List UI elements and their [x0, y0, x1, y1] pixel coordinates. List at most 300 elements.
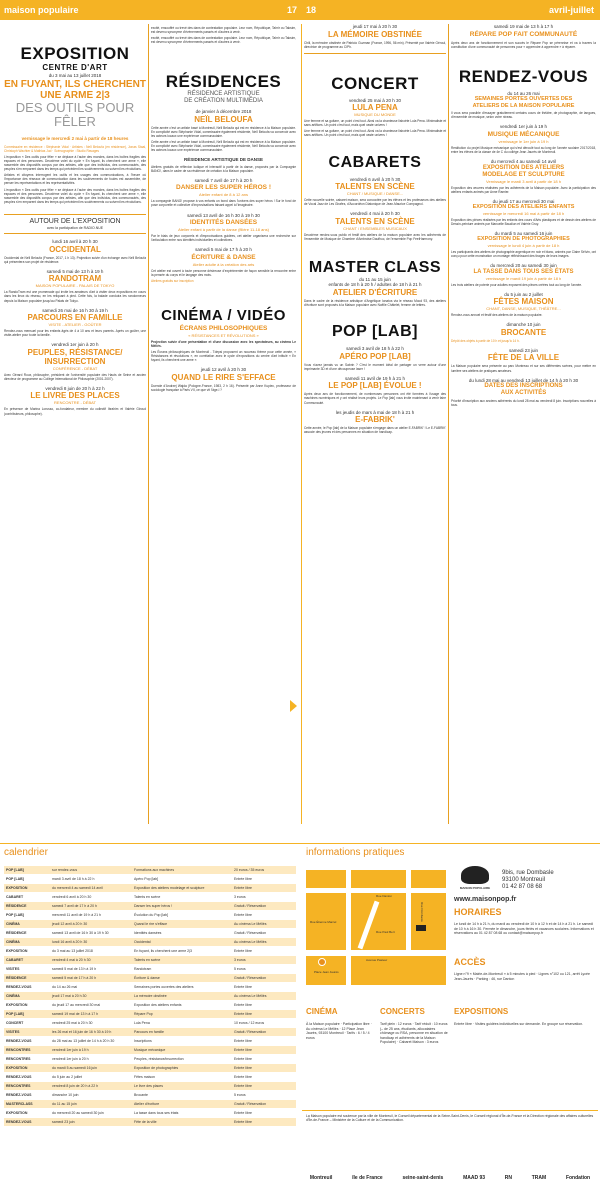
event-occidental: [4, 239, 146, 264]
event-date: lundi 16 avril à 20 h 30: [52, 239, 98, 245]
calendar-cell-ti: Talents en scène: [134, 958, 161, 962]
calendar-row: [4, 1100, 296, 1109]
calendar-row: [4, 947, 296, 956]
event-subtitle: vernissage le mardi 19 juin à partir de 18 h: [485, 275, 562, 281]
event-talents-2: [304, 211, 446, 241]
event-subtitle: RENCONTRE - DÉBAT: [54, 400, 96, 406]
concert-title: CONCERT: [331, 73, 419, 93]
residences-subtitle-2: DE CRÉATION MULTIMÉDIA: [184, 98, 263, 105]
calendar-cell-dt: lundi 16 avril à 20 h 30: [52, 940, 88, 944]
calendar-cell-dt: du 28 mai au 13 juillet de 14 h à 20 h 30: [52, 1039, 115, 1043]
calendar-cell-ti: Atelier d'écriture: [134, 1102, 160, 1106]
event-subtitle: CHANT / ENSEMBLES MUSICAUX: [343, 225, 407, 231]
calendar-cell-pr: Au cinéma Le Méliès: [234, 940, 267, 944]
event-tasse: [451, 263, 596, 287]
calendar-cell-ti: Fête de la ville: [134, 1120, 157, 1124]
calendar-cell-dt: les 26 mai et 16 juin de 16 h 30 à 19 h: [52, 1030, 112, 1034]
calendar-cell-cat: CABARET: [6, 958, 24, 962]
cinema-info-text: À la Maison populaire · Participation libre · Au cinéma Le Méliès · 12 Place Jean Jaurès, 93100 Montreuil · Tarifs : 6 / 5 / 4 euros: [306, 1022, 372, 1040]
event-title: APÉRO POP [LAB]: [339, 351, 411, 361]
event-title: AUX ACTIVITÉS: [500, 390, 547, 397]
calendar-row: [4, 1055, 296, 1064]
event-text: Les trois ateliers de poterie pour adultes exposent des pièces créées tout au long de l'année.: [451, 282, 583, 287]
calendar-cell-pr: 20 euros / 35 euros: [234, 868, 265, 872]
calendar-cell-cat: RENDEZ-VOUS: [6, 1120, 32, 1124]
event-title: ÉCRITURE & DANSE: [191, 253, 256, 261]
master-class-title: MASTER CLASS: [308, 258, 442, 276]
master-class-name: ATELIER D'ÉCRITURE: [332, 287, 418, 297]
calendar-cell-pr: Gratuit / Réservation: [234, 904, 267, 908]
event-text: Exposition des œuvres réalisées par les adhérents de la Maison populaire. Avec la participation des ateliers enfants animés par Anne Ramier.: [451, 185, 596, 194]
location-marker-icon: [416, 925, 426, 931]
calendar-cell-cat: MASTERCLASS: [6, 1102, 33, 1106]
calendar-row: [4, 983, 296, 992]
calendar-cell-cat: RENCONTRES: [6, 1057, 31, 1061]
event-text: Occidental de Neïl Beloufa (France, 2017, 1 h 13). Projection suivie d'un échange avec Neïl Beloufa qui présentera son projet de résidence.: [4, 255, 146, 264]
calendar-cell-dt: du mercredi 20 au samedi 30 juin: [52, 1111, 104, 1115]
dance-text: Ateliers gratuits de réflexion ludique et interactif à partir de la danse, proposés par la Compagnie BANG!, dans le cadre de sa résidence de création à la Maison populaire.: [151, 164, 296, 173]
map-label: Rue Dombasle: [419, 902, 424, 922]
calendar-row: [4, 1046, 296, 1055]
event-subtitle: Atelier enfant à partir de la danse (filière 11-18 ans): [178, 227, 269, 233]
calendar-row: [4, 1073, 296, 1082]
partners-rule: [302, 1110, 598, 1111]
calendar-cell-dt: samedi 5 mai de 17 h à 20 h: [52, 976, 97, 980]
calendar-cell-dt: samedi 23 juin: [52, 1120, 75, 1124]
calendar-cell-dt: vendredi 6 avril à 20 h 30: [52, 895, 92, 899]
event-title: LA TASSE DANS TOUS SES ÉTATS: [473, 268, 574, 275]
header-left: maison populaire: [4, 5, 79, 15]
calendar-cell-ti: Évolution du Pop [lab]: [134, 913, 169, 917]
event-date: les jeudis de mars à mai de 18 h à 21 h: [335, 409, 415, 415]
calendar-cell-cat: POP [LAB]: [6, 1012, 24, 1016]
calendar-cell-dt: du mardi 5 au samedi 16 juin: [52, 1066, 97, 1070]
calendar-cell-pr: Entrée libre: [234, 877, 252, 881]
calendar-row: [4, 920, 296, 929]
calendar-cell-dt: du 11 au 15 juin: [52, 1102, 77, 1106]
calendar-cell-pr: Entrée libre: [234, 1048, 252, 1052]
calendar-cell-dt: sur rendez-vous: [52, 868, 78, 872]
calendar-row: [4, 1082, 296, 1091]
calendar-row: [4, 1109, 296, 1118]
event-title: EXPOSITION DE PHOTOGRAPHIES: [477, 236, 570, 243]
calendar-cell-pr: 5 euros: [234, 967, 246, 971]
calendar-cell-dt: dimanche 10 juin: [52, 1093, 79, 1097]
calendar-cell-ti: Le livre des places: [134, 1084, 163, 1088]
residence-text-2: Cette année c'est un artiste basé à Montreuil, Neïl Beloufa qui est en résidence à la Maison populaire. En complicité avec Stéphanie Vidal, commissaire également résidente, Neïl Beloufa va concevoir avec les acteurs locaux une expérience communautaire.: [151, 140, 296, 153]
event-date: vendredi 25 mai à 20 h 30: [348, 97, 402, 103]
expo-title: EXPOSITION: [20, 44, 130, 63]
event-repare-pop: [451, 24, 596, 49]
residence-text: Cette année c'est un artiste basé à Montreuil, Neïl Beloufa qui est en résidence à la Maison populaire. En complicité avec Stéphanie Vidal, commissaire également résidente, Neïl Beloufa va concevoir avec les acteurs locaux une expérience communautaire.: [151, 125, 296, 139]
calendar-row: [4, 1064, 296, 1073]
map-label: Avenue Pasteur: [366, 958, 388, 962]
calendar-cell-cat: RENDEZ-VOUS: [6, 1093, 32, 1097]
event-text: La Maison populaire sera présente au parc Montreau et sur ses différentes scènes, pour mettre en lumière ses ateliers de pratiques amateurs.: [451, 364, 596, 373]
event-text: Par le biais de jeux corporels et d'improvisations guidées, cet atelier organisera une recherche sur l'articulation entre nos identités individuelles et collectives.: [151, 234, 296, 243]
calendar-cell-pr: Au cinéma Le Méliès: [234, 994, 267, 998]
calendar-cell-ti: Inscriptions: [134, 1039, 152, 1043]
event-date: samedi 26 mai de 16 h 30 à 19 h: [42, 307, 108, 313]
expo-paragraph-1: L'exposition « Des outils pour fêler » se déplace à l'aube des mondes, dans les boîtes fragiles des espaces et des personnes. Deuxième volet du cycle « En fuyant, ils cherchent une arme », elle rassemble des dispositifs conçus par des artistes, afin que des individus, des communautés, des peuples s'en emparent dans les temps qui précèdent les soulèvements ou suivent les révolutions.: [4, 154, 146, 172]
event-date: du jeudi 17 au mercredi 30 mai: [492, 198, 555, 204]
event-efabrik: [304, 410, 446, 435]
page-number-left: 17: [287, 5, 298, 15]
residences-title: RÉSIDENCES: [165, 72, 282, 92]
calendar-cell-pr: Entrée libre: [234, 949, 252, 953]
cinema-subtitle-1: ÉCRANS PHILOSOPHIQUES: [179, 324, 268, 332]
cinema-subtitle-2: « RÉSISTANCES ET RÉVOLUTIONS »: [188, 332, 259, 338]
event-apero-pop: [304, 346, 446, 371]
calendar-cell-cat: POP [LAB]: [6, 868, 24, 872]
header-right: avril-juillet: [548, 5, 594, 15]
calendar-row: [4, 1091, 296, 1100]
event-text: Une femme et sa guitare, un point c'est tout. Ainsi va la chanteuse lisboète Lula Pena. Minimaliste et sans artifices. Un point c'est tout, mais quel vaste univers !: [304, 119, 446, 128]
residence-date: de janvier à décembre 2018: [195, 109, 252, 115]
event-title: FÊTE DE LA VILLE: [487, 353, 560, 363]
calendar-cell-cat: CINÉMA: [6, 940, 20, 944]
event-title: INSURRECTION: [44, 356, 106, 366]
calendar-cell-cat: RÉSIDENCE: [6, 931, 27, 935]
calendar-cell-cat: EXPOSITION: [6, 1111, 28, 1115]
calendar-cell-dt: du 14 au 26 mai: [52, 985, 78, 989]
event-title: DATES DES INSCRIPTIONS: [484, 383, 563, 390]
expo-credits: Commissaire en résidence : Stéphanie Vidal · Artistes : Neïl Beloufa (en résidence), Jonas Staal, Christoph Wachter & Mathias Jud · Scénographie : Studio Ravages: [4, 144, 146, 153]
master-class-text: Dans le cadre de la résidence artistique d'Angélique Ionatos via le réseau Mood 93, des ateliers d'écriture sont proposés à la Maison populaire avec Noëlle Châtelet, femme de lettres.: [304, 298, 446, 308]
map-label: Rue Danton: [376, 894, 393, 898]
calendar-cell-cat: CONCERT: [6, 1021, 24, 1025]
calendar-row: [4, 1010, 296, 1019]
calendar-cell-ti: Quand le rire s'efface: [134, 922, 168, 926]
event-text: La RandoTram est une promenade qui invite les amateurs d'art à visiter deux expositions en cours dans les lieux du réseau, en les reliquant à pied. Cette fois, la balade conduira les randonneurs depuis la Maison populaire jusqu'au Palais de Tokyo.: [4, 290, 146, 303]
calendar-row: [4, 956, 296, 965]
event-text: Dépôt des objets à partir de 10 h et jusqu'à 14 h.: [451, 338, 520, 343]
calendar-cell-dt: mercredi 11 avril de 19 h à 21 h: [52, 913, 101, 917]
event-title: MUSIQUE MÉCANIQUE: [487, 130, 560, 138]
calendar-cell-pr: Entrée libre: [234, 1075, 252, 1079]
calendar-cell-cat: RENDEZ-VOUS: [6, 1039, 32, 1043]
event-subtitle: vernissage le 1er juin à 19 h: [498, 138, 549, 144]
event-parcours: [4, 308, 146, 338]
logo-rn: RN: [504, 1174, 512, 1181]
cabarets-title: CABARETS: [328, 153, 422, 171]
residence-artist: NEÏL BELOUFA: [194, 114, 253, 124]
event-date: jeudi 17 mai à 20 h 30: [352, 24, 398, 29]
calendar-cell-ti: Musique mécanique: [134, 1048, 166, 1052]
metro-icon: [318, 958, 326, 966]
calendar-cell-dt: du 5 juin au 2 juillet: [52, 1075, 82, 1079]
calendar-cell-ti: Exposition des ateliers modelage et sculpture: [134, 886, 205, 890]
pop-lab-title: POP [LAB]: [332, 323, 418, 341]
event-photographies: [451, 231, 596, 258]
calendar-row: [4, 992, 296, 1001]
calendar-cell-pr: 5 euros: [234, 1093, 246, 1097]
event-text: La compagnie BANG! propose à vos enfants un bond dans l'univers des super héros ! Sur le fond de pose corporelle et collective d'improvisations faisant appel à l'imaginaire.: [151, 199, 296, 208]
event-date: samedi 3 avril de 18 h à 22 h: [346, 346, 404, 352]
event-subtitle: vernissage le mercredi 16 mai à partir de 18 h: [482, 210, 565, 216]
event-livre: [4, 386, 146, 416]
calendar-cell-cat: POP [LAB]: [6, 877, 24, 881]
calendar-cell-dt: du jeudi 17 au mercredi 30 mai: [52, 1003, 101, 1007]
event-title: SEMAINES PORTES OUVERTES DES: [474, 96, 573, 103]
event-memoire: [304, 24, 446, 49]
event-date: samedi 13 avril de 16 h 30 à 19 h 30: [187, 212, 260, 218]
calendar-cell-pr: Entrée libre: [234, 1120, 252, 1124]
calendar-row: [4, 1118, 296, 1127]
event-text: Il vous sera possible d'essayer gratuitement certains cours de théâtre, de photographie, de langues, d'ensemble de musique, selon votre niveau.: [451, 111, 596, 120]
expo-paragraph-1b: L'exposition « Des outils pour fêler » se déplace à l'aube des mondes, dans les boîtes fragiles des espaces et des personnes. Deuxième volet du cycle « En fuyant, ils cherchent une arme », elle rassemble des dispositifs conçus par des artistes, afin que des individus, des communautés, des peuples s'en emparent dans les temps qui précèdent les soulèvements ou suivent les révolutions.: [4, 187, 146, 204]
autour-title: AUTOUR DE L'EXPOSITION: [29, 217, 121, 225]
calendar-cell-ti: Talents en scène: [134, 895, 161, 899]
event-date: jeudi 12 avril à 20 h 30: [200, 367, 247, 373]
column-divider: [301, 24, 302, 824]
calendar-cell-ti: Brocante: [134, 1093, 149, 1097]
master-class-date: du 11 au 15 juin: [359, 276, 391, 282]
event-ecriture-danse: [151, 247, 296, 283]
expo-paragraph-2: Artistes et citoyens interrogent les outils et les usages des communications, à l'heure où l'importance des réseaux de communication dans les soulèvements de foules est assemblée, de penser les représentations et les représentativités.: [4, 173, 146, 186]
event-brocante: [451, 322, 596, 343]
event-fetes-maison: [451, 292, 596, 318]
event-date: vendredi 1er juin à 20 h: [51, 342, 99, 348]
event-modelage: [451, 159, 596, 194]
calendar-cell-ti: Semaines portes ouvertes des ateliers: [134, 985, 194, 989]
calendar-cell-cat: VISITES: [6, 1030, 20, 1034]
calendar-cell-dt: vendredi 4 mai à 20 h 30: [52, 958, 91, 962]
page-header: [0, 0, 600, 20]
event-super-heros: [151, 178, 296, 208]
location-map: [306, 870, 446, 985]
calendar-cell-cat: RENDEZ-VOUS: [6, 1075, 32, 1079]
event-text: Exposition des pièces réalisées par les enfants des cours d'Arts plastiques et de dessin des ateliers de Dessin-peinture animés par Manuelle Baudiun et Valérie Gruy.: [451, 217, 596, 226]
master-class-date-2: enfants de 18 h à 20 h / adultes de 18 h à 21 h: [328, 282, 422, 288]
event-date: vendredi 4 mai à 20 h 30: [350, 211, 400, 217]
column-1: [4, 24, 146, 844]
event-date: vendredi 1er juin à 19 h: [499, 124, 548, 130]
event-text: Cet atelier est ouvert à toute personne désireuse d'expérimenter de façon sensible la rencontre entre la pensée du corps et le langage des mots.: [151, 268, 296, 277]
event-title: RÉPARE POP FAIT COMMUNAUTÉ: [469, 30, 578, 38]
calendar-cell-pr: Au cinéma Le Méliès: [234, 922, 267, 926]
vernissage-text: vernissage le mercredi 2 mai à partir de 18 heures: [21, 135, 129, 141]
expo-name-1: EN FUYANT, ILS CHERCHENT: [4, 78, 146, 90]
logo-maad: MAAD 93: [463, 1174, 486, 1181]
calendar-row: [4, 884, 296, 893]
calendar-cell-ti: Exposition des ateliers enfants: [134, 1003, 182, 1007]
calendar-cell-cat: CINÉMA: [6, 922, 20, 926]
event-title: LE POP [LAB] ÉVOLUE !: [328, 381, 422, 391]
event-title: OCCIDENTAL: [49, 244, 101, 254]
event-text: Les participants des ateliers de photographie argentique en noir et blanc, animés par Claire Séïvin, ont conçu pour cette monstration un montage réfléchissant des tirages de leurs images.: [451, 249, 596, 259]
calendar-row: [4, 974, 296, 983]
calendar-cell-dt: samedi 5 mai de 13 h à 19 h: [52, 967, 97, 971]
event-date: samedi 23 juin: [508, 347, 539, 353]
calendar-cell-cat: CINÉMA: [6, 994, 20, 998]
logo-tram: TRAM: [531, 1174, 547, 1181]
partner-logos: [300, 1155, 600, 1200]
calendar-row: [4, 911, 296, 920]
calendar-cell-pr: 3 euros: [234, 958, 246, 962]
calendar-row: [4, 938, 296, 947]
event-title: LE LIVRE DES PLACES: [30, 391, 120, 401]
calendar-row: [4, 965, 296, 974]
event-note: Ateliers gratuits sur inscription: [151, 278, 194, 283]
calendar-cell-dt: samedi 13 avril de 16 h 30 à 19 h 30: [52, 931, 109, 935]
calendar-cell-pr: Entrée libre: [234, 1039, 252, 1043]
horaires-text: Le lundi de 14 h à 21 h, du mardi au vendredi de 10 h à 12 h et de 14 h à 21 h. Le samedi de 10 h à 16 h 30. Fermée le dimanche, jours fériés et vacances scolaires. Informations et réservations au 01 42 87 08 68 ou contact@maisonpop.fr: [454, 922, 594, 935]
column-divider: [448, 24, 449, 824]
calendar-cell-dt: vendredi 1er juin à 19 h: [52, 1048, 89, 1052]
calendar-cell-ti: Lula Pena: [134, 1021, 150, 1025]
calendar-row: [4, 875, 296, 884]
event-identites: [151, 213, 296, 243]
event-title: ATELIERS DE LA MAISON POPULAIRE: [472, 102, 575, 109]
event-text: Après deux ans de fonctionnement et son succès le Répare Pop se pérennise et va à travers la constitution d'une communauté de personnes pour « apprendre à apprendre » à réparer.: [451, 40, 596, 49]
event-date: du mercredi 4 au samedi 14 avril: [490, 159, 557, 165]
event-talents-1: [304, 177, 446, 207]
logo-text: MAISON POPULAIRE: [459, 886, 491, 890]
event-title: BROCANTE: [500, 327, 547, 337]
logo-montreuil: Montreuil: [309, 1174, 333, 1181]
event-inscriptions: [451, 378, 596, 408]
intro-text: excité, ensouffré ou trevé des dans de contestation populaire. Leur nom, République, Tahrir ou Taksim, est devenu synonyme d'événements passés et d'autres à venir.: [151, 26, 296, 35]
calendar-cell-dt: du 3 mai au 13 juillet 2018: [52, 949, 93, 953]
event-date: du mardi 5 au samedi 16 juin: [494, 230, 553, 236]
concerts-info-text: Tarif plein : 12 euros · Tarif réduit : 10 euros (– de 25 ans, étudiants, allocataires chômage ou RSA, personne en situation de handicap et adhérents de la Maison Populaire) · Cabaret Maison : 3 euros: [380, 1022, 448, 1044]
event-subtitle: CHANT / MUSIQUE / DANSE...: [346, 191, 404, 197]
event-date: samedi 7 avril de 17 h à 20 h: [194, 177, 253, 183]
calendar-cell-pr: Entrée libre: [234, 1012, 252, 1016]
event-text: Cette année, le Pop [lab] de la Maison populaire s'engage dans un atelier E-FABRIK' ! Le E-FABRIK' associe des jeunes et des personnes en situation de handicap.: [304, 426, 446, 435]
calendar-cell-dt: jeudi 17 mai à 20 h 30: [52, 994, 87, 998]
event-date: samedi 5 mai de 17 h à 20 h: [195, 247, 252, 253]
maison-logo: [454, 866, 496, 891]
event-text: Duende d'Andrzej Wajda (Pologne-France, 1983, 2 h 16). Présenté par Anne Kupiec, professeur de sociologie française à Paris VII, ce que vit l'âge-l ?: [151, 383, 296, 393]
event-subtitle: VISITE - ATELIER - GOÛTER: [48, 322, 102, 328]
event-subtitle: Atelier enfant de 8 à 12 ans: [199, 192, 248, 198]
event-date: samedi 11 avril de 19 h à 21 h: [345, 375, 405, 381]
event-title: PEUPLES, RÉSISTANCE/: [27, 347, 123, 357]
map-label: Place Jean Jaurès: [314, 970, 339, 974]
address: 9bis, rue Dombasle 93100 Montreuil 01 42 87 08 68: [502, 870, 554, 890]
cinema-title: CINÉMA / VIDÉO: [161, 306, 286, 324]
calendar-cell-pr: Gratuit / Réservation: [234, 1102, 267, 1106]
website-link[interactable]: www.maisonpop.fr: [454, 896, 517, 903]
event-date: du mercredi 20 au samedi 30 juin: [490, 263, 557, 269]
event-date: du lundi 28 mai au vendredi 13 juillet de 14 h à 20 h 30: [468, 377, 579, 383]
event-text: Cette nouvelle soirée, cabaret maison, sera concoctée par les élèves et les professeurs des ateliers de Vocal Jazz de Les Girafes, d'Accordéon Diatonique de Jean-Maurice Compagnol.: [304, 198, 446, 207]
calendar-cell-ti: Danser les super héros !: [134, 904, 173, 908]
calendar-cell-cat: EXPOSITION: [6, 1066, 28, 1070]
cinema-text: Les Écrans philosophiques de Montreuil - Tdepsi proposent un nouveau thème pour cette année, « Résistances et révolutions », en corrélation avec le cycle d'expositions du centre d'art intitulé « En fuyant, ils cherchent une arme ».: [151, 350, 296, 363]
calendar-cell-cat: POP [LAB]: [6, 913, 24, 917]
event-musique-mecanique: [451, 124, 596, 154]
calendar-row: [4, 893, 296, 902]
event-portes-ouvertes: [451, 91, 596, 120]
calendar-cell-pr: Entrée libre: [234, 913, 252, 917]
column-4: [451, 24, 596, 844]
calendar-row: [4, 1028, 296, 1037]
calendar-cell-cat: RENCONTRES: [6, 1048, 31, 1052]
calendar-cell-cat: EXPOSITION: [6, 1003, 28, 1007]
event-title: E-FABRIK': [355, 415, 395, 425]
event-lula-pena: [304, 98, 446, 138]
calendar-cell-cat: EXPOSITION: [6, 886, 28, 890]
autour-subtitle: avec la participation de RADIO.NUE: [46, 225, 104, 230]
page-number-right: 18: [306, 5, 317, 15]
calendar-cell-cat: RENDEZ-VOUS: [6, 985, 32, 989]
expo-name-2: UNE ARME 2|3: [40, 89, 110, 101]
calendar-cell-pr: Entrée libre: [234, 1057, 252, 1061]
event-subtitle: CHANT, DANSE, MUSIQUE, THÉÂTRE...: [486, 306, 561, 312]
calendar-cell-ti: Occidental: [134, 940, 151, 944]
event-subtitle: MAISON POPULAIRE - PALAIS DE TOKYO: [35, 283, 115, 289]
event-date: vendredi 6 avril à 20 h 30: [349, 176, 401, 182]
event-subtitle: Vernissage le mardi 3 avril à partir de 18 h: [486, 178, 561, 184]
calendar-cell-pr: Gratuit / Réservation: [234, 931, 267, 935]
calendar-cell-ti: Peuples, résistance/insurrection: [134, 1057, 184, 1061]
calendar-cell-ti: Exposition de photographies: [134, 1066, 179, 1070]
expo-name-3: DES OUTILS POUR: [15, 99, 135, 115]
calendar-cell-dt: samedi 7 avril de 17 h à 20 h: [52, 904, 97, 908]
event-title: FÊTES MAISON: [493, 297, 554, 307]
calendar-row: [4, 1019, 296, 1028]
event-title: TALENTS EN SCÈNE: [335, 182, 415, 192]
calendar-cell-pr: 10 euros / 12 euros: [234, 1021, 265, 1025]
event-title: RANDOTRAM: [48, 274, 102, 284]
rendez-vous-title: RENDEZ-VOUS: [458, 66, 589, 86]
event-title: LULA PENA: [352, 103, 398, 113]
event-title: QUAND LE RIRE S'EFFACE: [171, 372, 276, 382]
event-date: du 5 juin au 2 juillet: [504, 291, 543, 297]
calendar-cell-cat: EXPOSITION: [6, 949, 28, 953]
calendar-cell-pr: Entrée libre: [234, 1003, 252, 1007]
event-title: MODELAGE ET SCULPTURE: [482, 171, 565, 178]
calendar-cell-ti: La tasse dans tous ses états: [134, 1111, 179, 1115]
event-randotram: [4, 269, 146, 303]
calendar-cell-ti: Apéro Pop [lab]: [134, 877, 159, 881]
event-subtitle: CONFÉRENCE - DÉBAT: [52, 365, 98, 371]
calendar-cell-ti: Écriture & danse: [134, 976, 160, 980]
event-date: dimanche 10 juin: [506, 322, 541, 328]
residences-subtitle-1: RÉSIDENCE ARTISTIQUE: [187, 91, 260, 98]
calendar-cell-dt: mardi 3 avril de 18 h à 22 h: [52, 877, 95, 881]
calendar-cell-dt: vendredi 25 mai à 20 h 30: [52, 1021, 93, 1025]
calendar-cell-ti: En fuyant, ils cherchent une arme 2|3: [134, 949, 192, 953]
event-date: vendredi 8 juin de 20 h à 22 h: [45, 385, 105, 391]
event-title: LA MÉMOIRE OBSTINÉE: [328, 29, 422, 39]
event-text: Priorité d'inscription aux anciens adhérents du lundi 28 mai au vendredi 8 juin. Inscriptions nouvelles à tous.: [451, 399, 596, 408]
cinema-intro: Projection suivie d'une présentation et d'une discussion avec les spectateurs, au cinéma Le Méliès.: [151, 339, 296, 349]
event-text: Chili, la mémoire obstinée de Patricio Guzman (France, 1996, 56 min). Présenté par Valérie Géroul, directrice de programme au CIPh.: [304, 40, 446, 49]
calendar-row: [4, 866, 296, 875]
calendar-cell-dt: jeudi 12 avril à 20 h 30: [52, 922, 88, 926]
calendar-row: [4, 1001, 296, 1010]
calendar-cell-pr: 3 euros: [234, 895, 246, 899]
calendar-cell-ti: Parcours en famille: [134, 1030, 164, 1034]
calendar-cell-ti: Randotram: [134, 967, 152, 971]
calendar-cell-pr: Gratuit / Réservation: [234, 1030, 267, 1034]
dance-title: RÉSIDENCE ARTISTIQUE DE DANSE: [183, 157, 264, 163]
calendar-cell-dt: vendredi 8 juin de 20 h à 22 h: [52, 1084, 99, 1088]
event-rire: [151, 367, 296, 392]
event-title: EXPOSITION DES ATELIERS: [482, 164, 565, 171]
logo-idf: île de France: [352, 1174, 383, 1181]
calendar-row: [4, 1037, 296, 1046]
calendar-cell-ti: Formations aux machines: [134, 868, 175, 872]
partners-text: La Maison populaire est soutenue par la ville de Montreuil, le Conseil départemental de la Seine-Saint-Denis, le Conseil régional d'Île-de-France et la Direction régionale des affaires culturelles d'Île-de-France – Ministère de la Culture et de la Communication.: [306, 1114, 594, 1123]
calendar-cell-dt: samedi 19 mai de 13 h à 17 h: [52, 1012, 99, 1016]
calendar-cell-ti: Répare Pop: [134, 1012, 153, 1016]
calendar-table: [4, 866, 296, 1127]
